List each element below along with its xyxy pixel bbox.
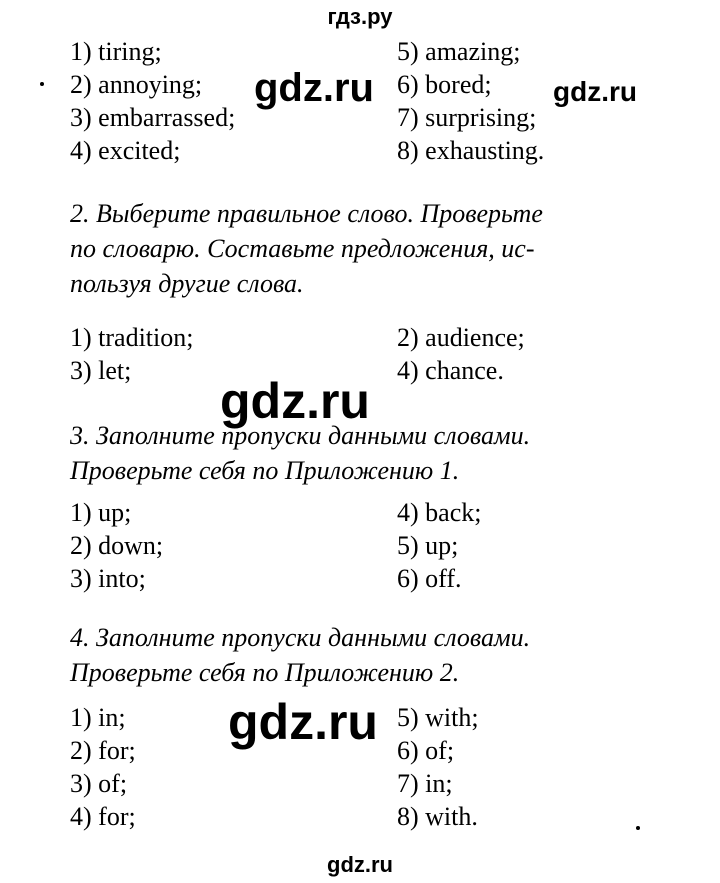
exercise-3-item: 5) up; <box>397 531 459 560</box>
page-header: гдз.ру <box>327 4 393 29</box>
exercise-1-item: 6) bored; <box>397 70 492 99</box>
exercise-1-item: 2) annoying; <box>70 70 203 99</box>
instruction-line: по словарю. Составьте предложения, ис- <box>70 234 535 263</box>
exercise-1-item: 8) exhausting. <box>397 136 545 165</box>
exercise-3-item: 3) into; <box>70 564 146 593</box>
exercise-4-item: 2) for; <box>70 736 136 765</box>
exercise-2-item: 4) chance. <box>397 356 504 385</box>
exercise-4-item: 6) of; <box>397 736 455 765</box>
exercise-3-item: 1) up; <box>70 498 132 527</box>
exercise-2-instruction <box>70 196 660 301</box>
instruction-line: Проверьте себя по Приложению 2. <box>70 658 460 687</box>
exercise-1-item: 1) tiring; <box>70 37 162 66</box>
exercise-3-item: 6) off. <box>397 564 462 593</box>
watermark: gdz.ru <box>553 76 637 107</box>
exercise-1-item: 7) surprising; <box>397 103 537 132</box>
exercise-3-item: 2) down; <box>70 531 164 560</box>
instruction-line: 4. Заполните пропуски данными словами. <box>70 623 531 652</box>
exercise-4-instruction <box>70 620 660 690</box>
instruction-line: пользуя другие слова. <box>70 269 304 298</box>
stray-dot <box>40 82 44 86</box>
exercise-2-item: 2) audience; <box>397 323 525 352</box>
page-footer: gdz.ru <box>327 852 393 877</box>
exercise-1-item: 5) amazing; <box>397 37 521 66</box>
watermark: gdz.ru <box>220 373 370 429</box>
instruction-line: Проверьте себя по Приложению 1. <box>70 456 460 485</box>
exercise-4-item: 4) for; <box>70 802 136 831</box>
exercise-1-item: 4) excited; <box>70 136 181 165</box>
instruction-line: 3. Заполните пропуски данными словами. <box>70 421 531 450</box>
watermark: gdz.ru <box>228 694 378 750</box>
exercise-1-item: 3) embarrassed; <box>70 103 236 132</box>
exercise-2-item: 1) tradition; <box>70 323 194 352</box>
exercise-4-item: 1) in; <box>70 703 126 732</box>
instruction-line: 2. Выберите правильное слово. Проверьте <box>70 199 543 228</box>
exercise-4-item: 8) with. <box>397 802 478 831</box>
exercise-2-item: 3) let; <box>70 356 132 385</box>
stray-dot <box>636 826 640 830</box>
exercise-4-item: 5) with; <box>397 703 479 732</box>
watermark: gdz.ru <box>254 66 374 110</box>
exercise-4-item: 3) of; <box>70 769 128 798</box>
exercise-3-item: 4) back; <box>397 498 482 527</box>
exercise-4-item: 7) in; <box>397 769 453 798</box>
